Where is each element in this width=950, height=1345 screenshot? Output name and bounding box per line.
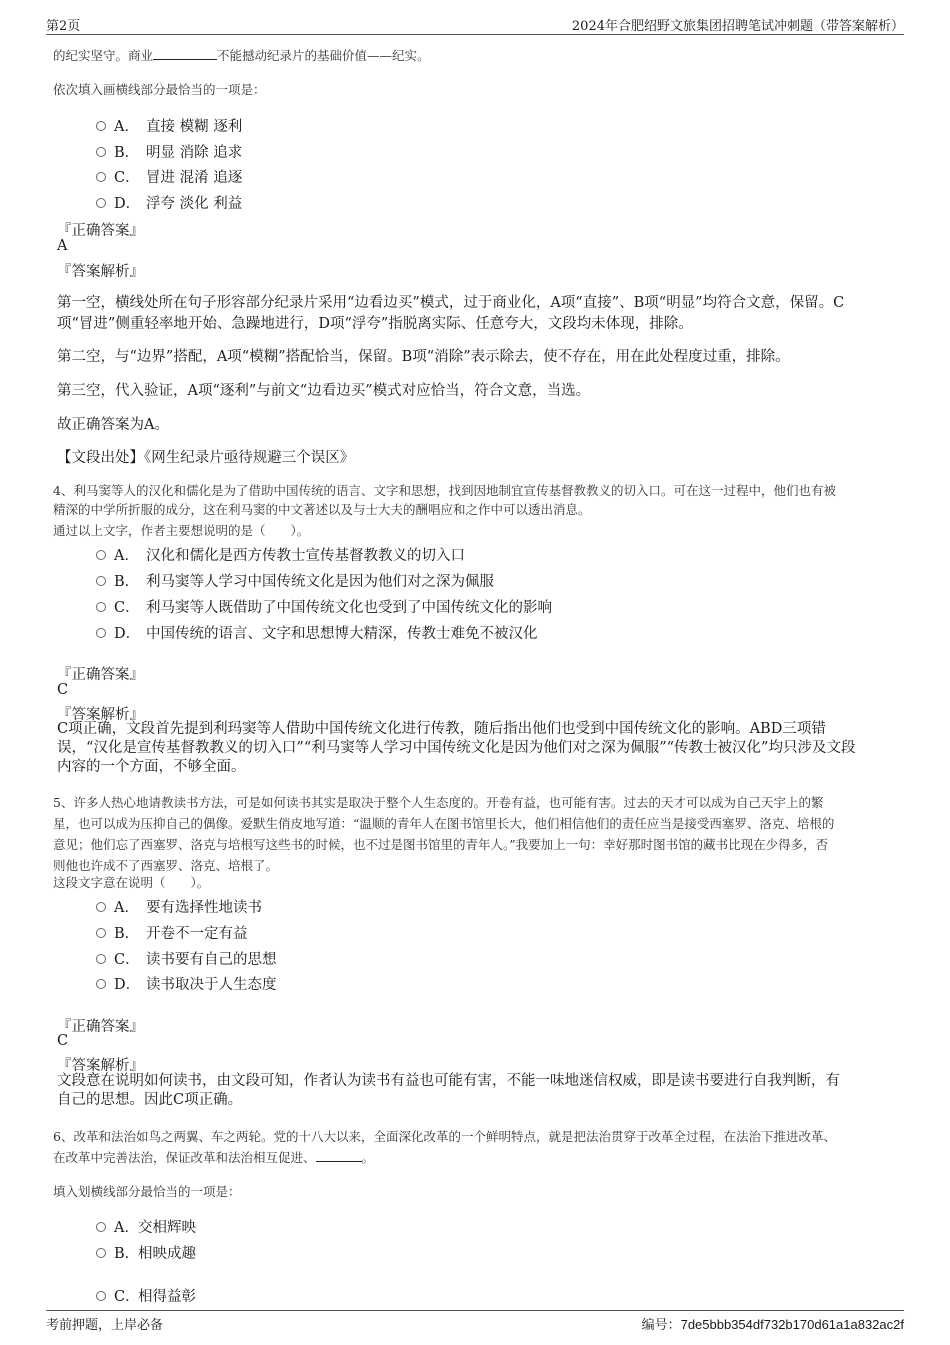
page-header	[46, 14, 904, 35]
q3-analysis-paragraph-2: 第二空，与“边界”搭配，A项“模糊”搭配恰当，保留。B项“消除”表示除去，使不存在，用在此处程度过重，排除。	[57, 349, 790, 365]
q6-stem: 6、改革和法治如鸟之两翼、车之两轮。党的十八大以来，全面深化改革的一个鲜明特点，就是把法治贯穿于改革全过程，在法治下推进改革、 在改革中完善法治，保证改革和法治相互促进、 。	[53, 1129, 836, 1165]
radio-icon[interactable]	[96, 928, 106, 938]
q5-stem: 5、许多人热心地请教读书方法，可是如何读书其实是取决于整个人生态度的。开卷有益，也可能有害。过去的天才可以成为自己天宇上的繁 星，也可以成为压抑自己的偶像。爱默生俏皮地写道：“温顺的青年人在图书馆里长大，他们相信他们的责任应当是接受西塞罗、洛克、培根的 意见；他们忘了西塞罗、洛克与培根写这些书的时候，也不过是图书馆里的青年人。”我要加上一句：幸好那时图书馆的藏书比现在少得多，否 则他也许成不了西塞罗、洛克、培根了。	[53, 795, 835, 873]
document-title: 2024年合肥绍野文旅集团招聘笔试冲刺题（带答案解析）	[571, 19, 904, 34]
q4-answer-label: 『正确答案』	[57, 667, 144, 683]
q5-analysis: 文段意在说明如何读书，由文段可知，作者认为读书有益也可能有害，不能一味地迷信权威，即是读书要进行自我判断，有 自己的思想。因此C项正确。	[57, 1073, 840, 1108]
q3-stem-tail: 的纪实坚守。商业 不能撼动纪录片的基础价值——纪实。	[53, 48, 430, 63]
radio-icon[interactable]	[96, 902, 106, 912]
q5-analysis-label: 『答案解析』	[57, 1058, 144, 1074]
radio-icon[interactable]	[96, 628, 106, 638]
q4-analysis-label: 『答案解析』	[57, 707, 144, 723]
q4-stem: 4、利马窦等人的汉化和儒化是为了借助中国传统的语言、文字和思想，找到因地制宜宣传基督教教义的切入口。可在这一过程中，他们也有被 精深的中学所折服的成分，这在利马窦的中文著述以及与士大夫的酬唱应和之作中可以透出消息。	[53, 483, 836, 517]
q3-analysis-label: 『答案解析』	[57, 264, 144, 280]
fill-blank	[153, 47, 217, 60]
radio-icon[interactable]	[96, 1222, 106, 1232]
q5-question: 这段文字意在说明（ ）。	[53, 875, 210, 890]
q5-answer-label: 『正确答案』	[57, 1019, 144, 1035]
q3-analysis-paragraph-1: 第一空，横线处所在句子形容部分纪录片采用“边看边买”模式，过于商业化，A项“直接”、B项“明显”均符合文意，保留。C 项“冒进”侧重轻率地开始、急躁地进行，D项“浮夸”指脱离实际、任意夸大，文段均未体现，排除。	[57, 295, 845, 332]
q4-analysis: C项正确，文段首先提到利玛窦等人借助中国传统文化进行传教，随后指出他们也受到中国传统文化的影响。ABD三项错 误，“汉化是宣传基督教教义的切入口”“利马窦等人学习中国传统文化是因为他们对之深为佩服”“传教士被汉化”均只涉及文段 内容的一个方面，不够全面。	[57, 721, 856, 775]
q3-analysis-paragraph-3: 第三空，代入验证，A项“逐利”与前文“边看边买”模式对应恰当，符合文意，当选。	[57, 383, 591, 399]
radio-icon[interactable]	[96, 954, 106, 964]
q5-answer-value: C	[57, 1033, 69, 1049]
q4-answer-value: C	[57, 682, 69, 698]
q6-instruction: 填入划横线部分最恰当的一项是：	[53, 1184, 241, 1199]
radio-icon[interactable]	[96, 198, 106, 208]
q3-instruction: 依次填入画横线部分最恰当的一项是：	[53, 82, 266, 97]
radio-icon[interactable]	[96, 1248, 106, 1258]
fill-blank	[316, 1149, 362, 1162]
q4-question: 通过以上文字，作者主要想说明的是（ ）。	[53, 523, 310, 538]
page-footer	[46, 1310, 904, 1331]
radio-icon[interactable]	[96, 172, 106, 182]
q3-analysis-paragraph-4: 故正确答案为A。	[57, 417, 169, 433]
radio-icon[interactable]	[96, 147, 106, 157]
q3-answer-value: A	[57, 238, 68, 254]
radio-icon[interactable]	[96, 602, 106, 612]
radio-icon[interactable]	[96, 121, 106, 131]
q3-source: 【文段出处】《网生纪录片亟待规避三个误区》	[57, 450, 355, 466]
document-code: 编号：7de5bbb354df732b170d61a1a832ac2f	[641, 1317, 904, 1333]
q3-answer-label: 『正确答案』	[57, 223, 144, 239]
page-number: 第2页	[46, 19, 81, 34]
radio-icon[interactable]	[96, 979, 106, 989]
radio-icon[interactable]	[96, 550, 106, 560]
footer-slogan: 考前押题，上岸必备	[46, 1318, 164, 1333]
radio-icon[interactable]	[96, 1291, 106, 1301]
radio-icon[interactable]	[96, 576, 106, 586]
